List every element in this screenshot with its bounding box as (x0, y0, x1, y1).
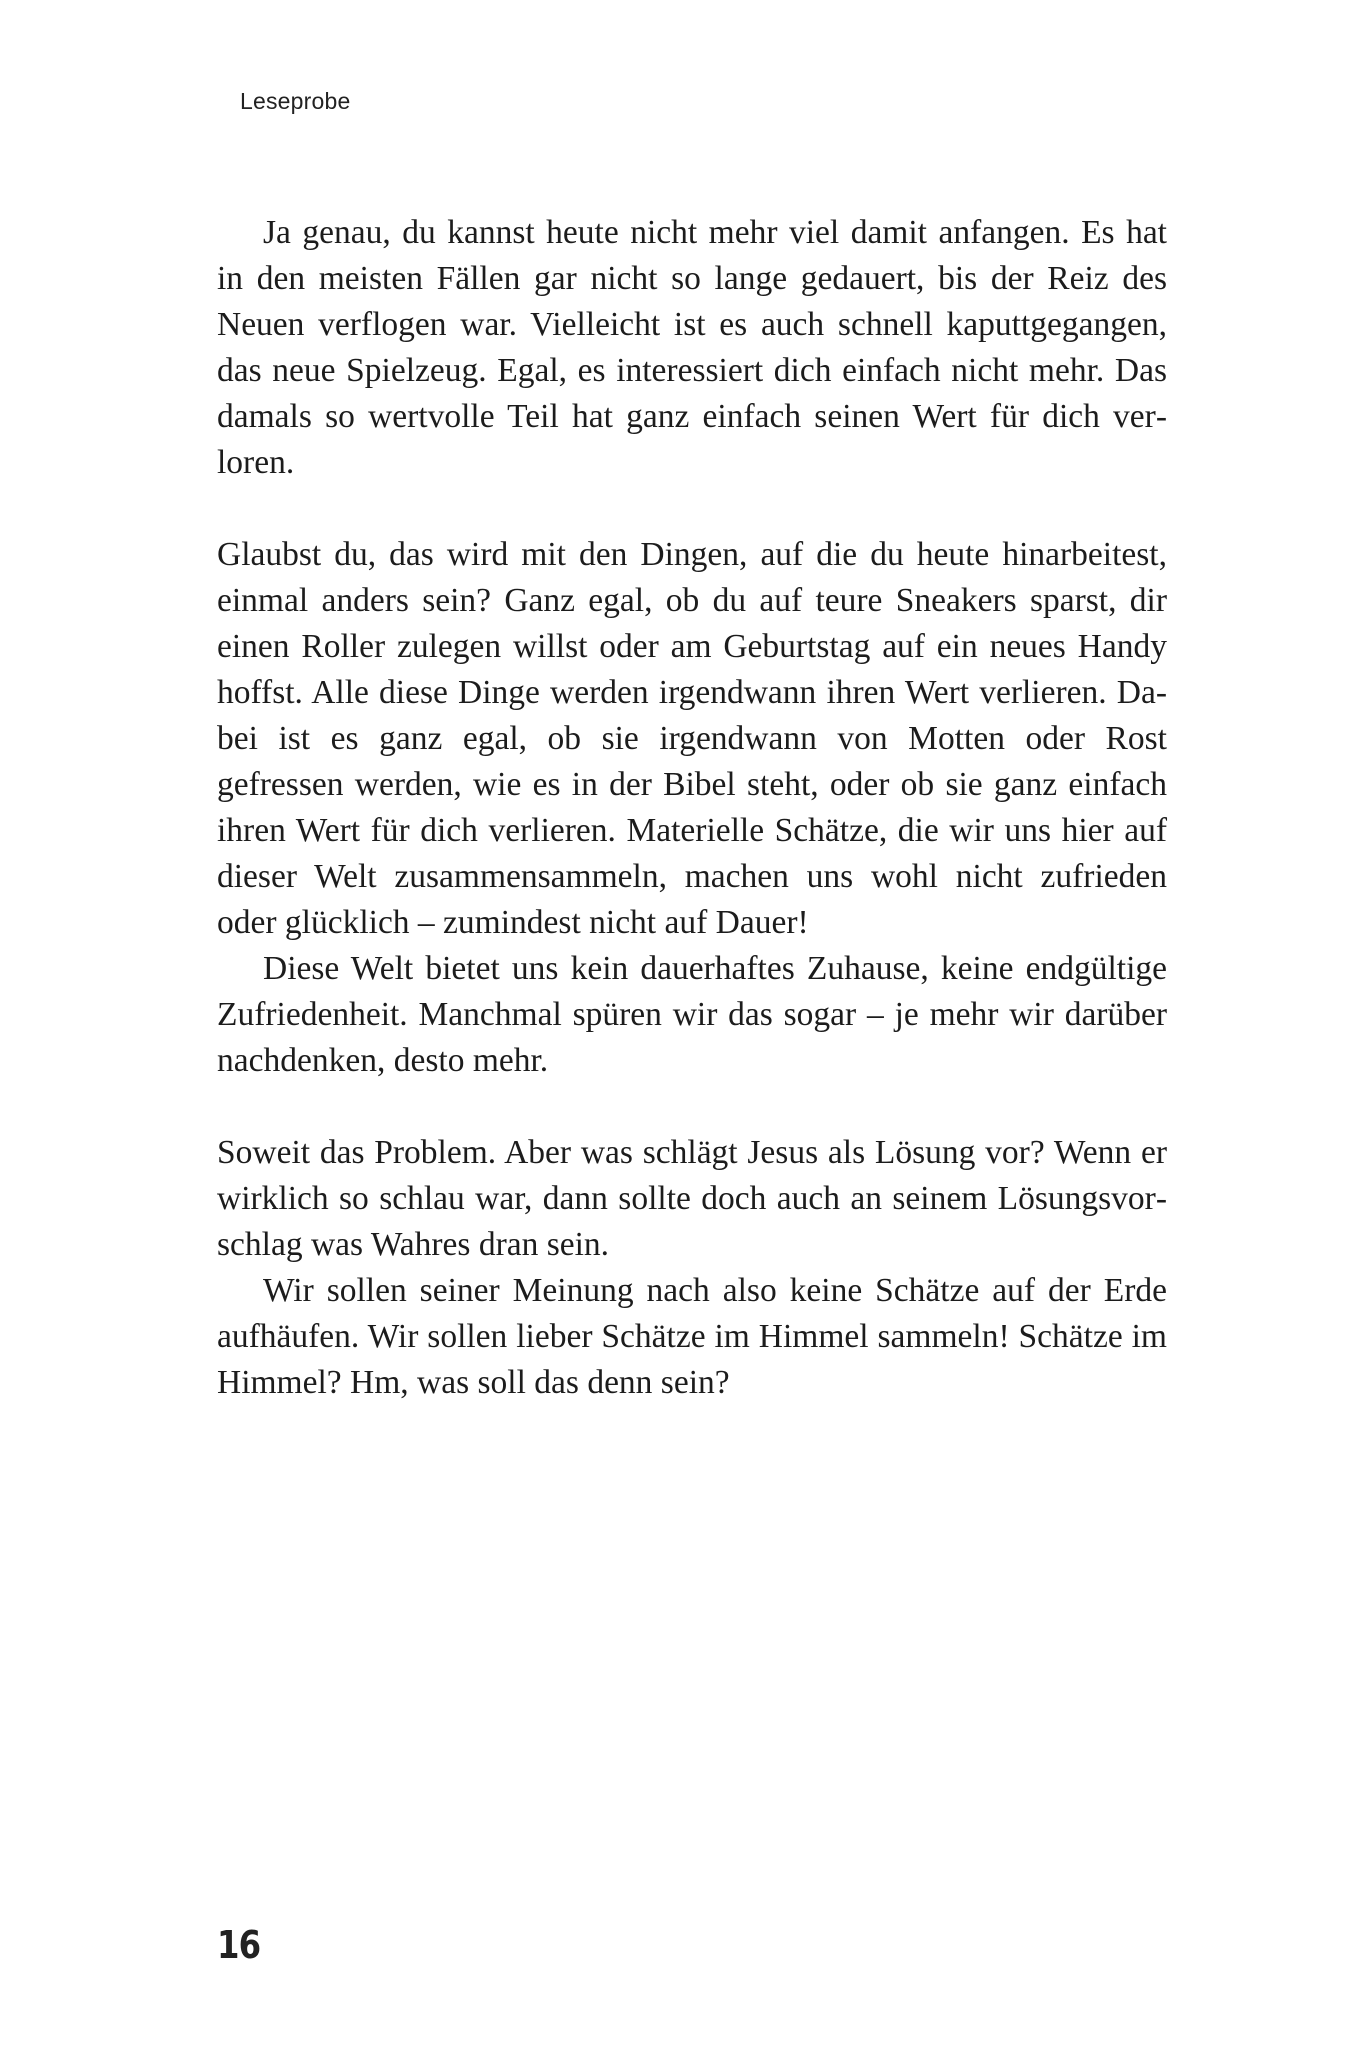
paragraph: Ja genau, du kannst heute nicht mehr viel damit anfangen. Es hat in den meisten Fällen gar nicht so lange gedauert, bis der Reiz des Neuen verflogen war. Vielleicht ist es auch schnell kaputtgegangen, das neue Spielzeug. Egal, es interessiert dich einfach nicht mehr. Das damals so wertvolle Teil hat ganz einfach seinen Wert für dich verloren. (217, 214, 1167, 481)
page-number: 16 (217, 1923, 261, 1967)
paragraph: Soweit das Problem. Aber was schlägt Jesus als Lösung vor? Wenn er wirklich so schlau war, dann sollte doch auch an seinem Lösungsvorschlag was Wahres dran sein. (217, 1134, 1167, 1263)
body-text (217, 210, 1167, 1406)
paragraph: Diese Welt bietet uns kein dauerhaftes Zuhause, keine endgültige Zufriedenheit. Manchmal spüren wir das sogar – je mehr wir darüber nachdenken, desto mehr. (217, 950, 1167, 1079)
running-header: Leseprobe (240, 88, 351, 114)
paragraph: Wir sollen seiner Meinung nach also keine Schätze auf der Erde aufhäufen. Wir sollen lieber Schätze im Himmel sammeln! Schätze im Himmel? Hm, was soll das denn sein? (217, 1272, 1167, 1401)
paragraph: Glaubst du, das wird mit den Dingen, auf die du heute hinarbeitest, einmal anders sein? Ganz egal, ob du auf teure Sneakers sparst, dir einen Roller zulegen willst oder am Geburtstag auf ein neues Handy hoffst. Alle diese Dinge werden irgendwann ihren Wert verlieren. Dabei ist es ganz egal, ob sie irgendwann von Motten oder Rost gefressen werden, wie es in der Bibel steht, oder ob sie ganz einfach ihren Wert für dich verlieren. Materielle Schätze, die wir uns hier auf dieser Welt zusammensammeln, machen uns wohl nicht zufrieden oder glücklich – zumindest nicht auf Dauer! (217, 536, 1167, 941)
